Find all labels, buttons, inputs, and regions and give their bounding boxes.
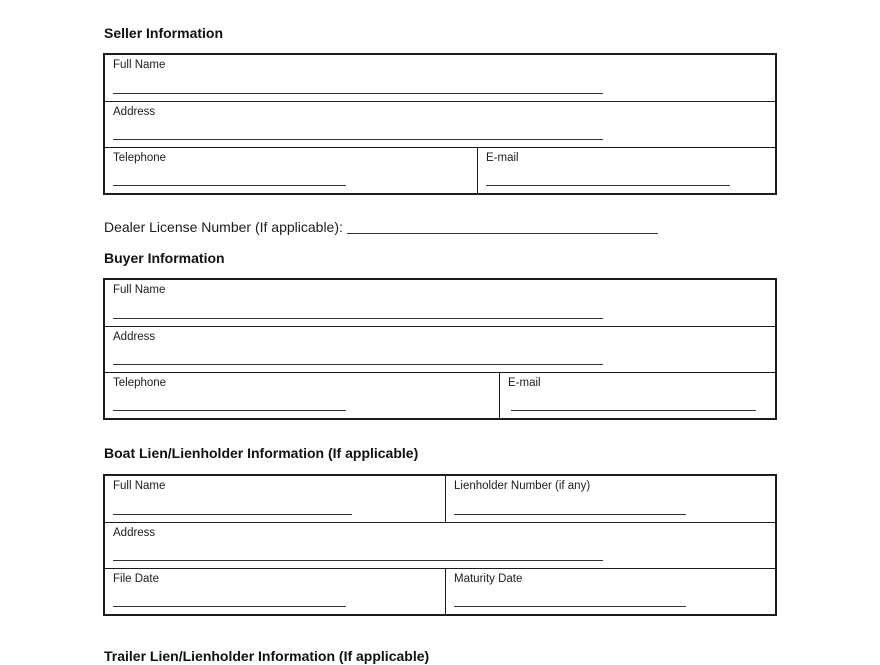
- buyer-address-label: Address: [113, 331, 156, 343]
- boat-lien-address-field[interactable]: [113, 560, 603, 561]
- boat-lien-heading: Boat Lien/Lienholder Information (If applicable): [104, 445, 419, 461]
- seller-address-field[interactable]: [113, 139, 603, 140]
- boat-lien-address-row: [105, 522, 775, 568]
- boat-lien-address-label: Address: [113, 527, 156, 539]
- seller-email-cell: [477, 148, 775, 193]
- boat-lien-maturity-date-cell: [445, 569, 775, 614]
- seller-contact-row: [105, 147, 775, 193]
- seller-full-name-row: [105, 55, 775, 101]
- buyer-full-name-field[interactable]: [113, 318, 603, 319]
- seller-full-name-label: Full Name: [113, 59, 166, 71]
- seller-email-label: E-mail: [486, 152, 519, 164]
- boat-lien-name-row: [105, 476, 775, 522]
- boat-lien-maturity-date-label: Maturity Date: [454, 573, 523, 585]
- buyer-heading: Buyer Information: [104, 250, 225, 266]
- buyer-email-field[interactable]: [511, 410, 756, 411]
- boat-lienholder-number-cell: [445, 476, 775, 522]
- buyer-email-cell: [499, 373, 775, 418]
- buyer-address-field[interactable]: [113, 364, 603, 365]
- boat-lien-file-date-field[interactable]: [113, 606, 346, 607]
- boat-lienholder-number-field[interactable]: [454, 514, 686, 515]
- seller-telephone-label: Telephone: [113, 152, 167, 164]
- boat-lien-file-date-cell: [105, 569, 445, 614]
- seller-telephone-field[interactable]: [113, 185, 346, 186]
- boat-lien-table: [103, 474, 777, 616]
- seller-address-row: [105, 101, 775, 147]
- buyer-email-label: E-mail: [508, 377, 541, 389]
- buyer-telephone-cell: [105, 373, 499, 418]
- boat-lien-full-name-field[interactable]: [113, 514, 352, 515]
- boat-lien-maturity-date-field[interactable]: [454, 606, 686, 607]
- boat-lienholder-number-label: Lienholder Number (if any): [454, 480, 591, 492]
- seller-full-name-field[interactable]: [113, 93, 603, 94]
- dealer-license-line: [104, 218, 658, 236]
- buyer-address-row: [105, 326, 775, 372]
- buyer-telephone-label: Telephone: [113, 377, 167, 389]
- seller-address-label: Address: [113, 106, 156, 118]
- dealer-license-label: Dealer License Number (If applicable):: [104, 219, 343, 235]
- dealer-license-field[interactable]: [347, 221, 658, 234]
- seller-telephone-cell: [105, 148, 477, 193]
- buyer-contact-row: [105, 372, 775, 418]
- seller-table: [103, 53, 777, 195]
- buyer-full-name-label: Full Name: [113, 284, 166, 296]
- buyer-full-name-row: [105, 280, 775, 326]
- boat-lien-full-name-label: Full Name: [113, 480, 166, 492]
- boat-lien-full-name-cell: [105, 476, 445, 522]
- seller-email-field[interactable]: [486, 185, 730, 186]
- seller-heading: Seller Information: [104, 25, 224, 41]
- trailer-lien-heading: Trailer Lien/Lienholder Information (If applicable): [104, 648, 430, 664]
- buyer-telephone-field[interactable]: [113, 410, 346, 411]
- boat-lien-file-date-label: File Date: [113, 573, 160, 585]
- boat-lien-dates-row: [105, 568, 775, 614]
- buyer-table: [103, 278, 777, 420]
